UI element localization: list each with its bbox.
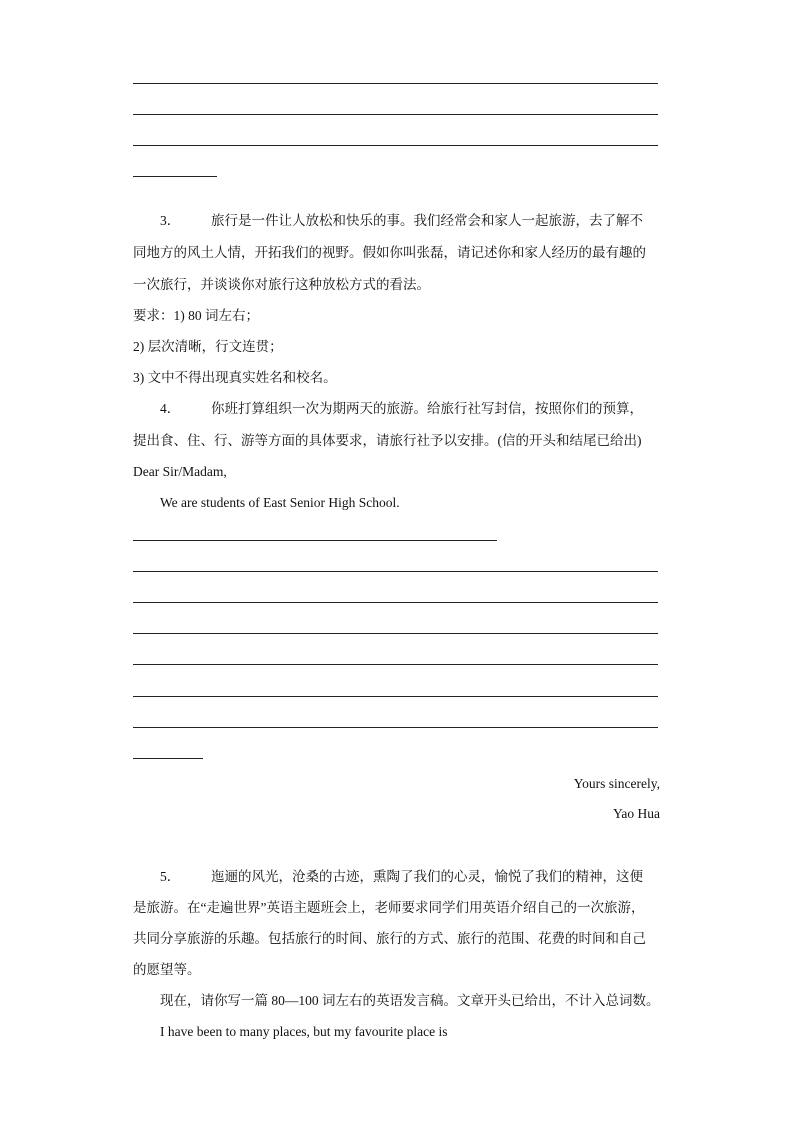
answer-line — [133, 145, 658, 146]
question-3-text: 旅行是一件让人放松和快乐的事。我们经常会和家人一起旅游，去了解不 — [211, 213, 643, 228]
question-5-text: 的愿望等。 — [133, 962, 201, 977]
answer-line — [133, 633, 658, 634]
answer-line-short — [133, 758, 203, 759]
answer-line — [133, 602, 658, 603]
question-4-text: 提出食、住、行、游等方面的具体要求，请旅行社予以安排。(信的开头和结尾已给出) — [133, 433, 642, 448]
question-3-requirement: 要求：1) 80 词左右； — [133, 308, 259, 323]
answer-line — [133, 540, 497, 541]
question-3-requirement: 2) 层次清晰，行文连贯； — [133, 339, 283, 354]
question-3-text: 一次旅行，并谈谈你对旅行这种放松方式的看法。 — [133, 277, 430, 292]
answer-line — [133, 114, 658, 115]
question-5-number: 5． — [160, 869, 181, 884]
answer-line — [133, 727, 658, 728]
answer-line — [133, 83, 658, 84]
question-4-number: 4． — [160, 401, 181, 416]
question-3-number: 3． — [160, 213, 181, 228]
question-5-text: 共同分享旅游的乐趣。包括旅行的时间、旅行的方式、旅行的范围、花费的时间和自己 — [133, 931, 646, 946]
question-5-instruction: 现在，请你写一篇 80—100 词左右的英语发言稿。文章开头已给出，不计入总词数。 — [160, 993, 660, 1008]
letter-opening: We are students of East Senior High School. — [160, 495, 400, 510]
question-5-text: 迤逦的风光，沧桑的古迹，熏陶了我们的心灵，愉悦了我们的精神，这便 — [211, 869, 643, 884]
answer-line — [133, 664, 658, 665]
letter-signature: Yao Hua — [612, 806, 660, 821]
question-3-text: 同地方的风土人情，开拓我们的视野。假如你叫张磊，请记述你和家人经历的最有趣的 — [133, 245, 646, 260]
answer-line-short — [133, 176, 217, 177]
question-3-requirement: 3) 文中不得出现真实姓名和校名。 — [133, 370, 337, 385]
answer-line — [133, 696, 658, 697]
question-5-opening: I have been to many places, but my favourite place is — [160, 1024, 448, 1039]
letter-salutation: Dear Sir/Madam, — [133, 464, 227, 479]
answer-line — [133, 571, 658, 572]
letter-closing: Yours sincerely, — [573, 776, 660, 791]
question-5-text: 是旅游。在“走遍世界”英语主题班会上，老师要求同学们用英语介绍自己的一次旅游， — [133, 900, 645, 915]
question-4-text: 你班打算组织一次为期两天的旅游。给旅行社写封信，按照你们的预算， — [211, 401, 643, 416]
